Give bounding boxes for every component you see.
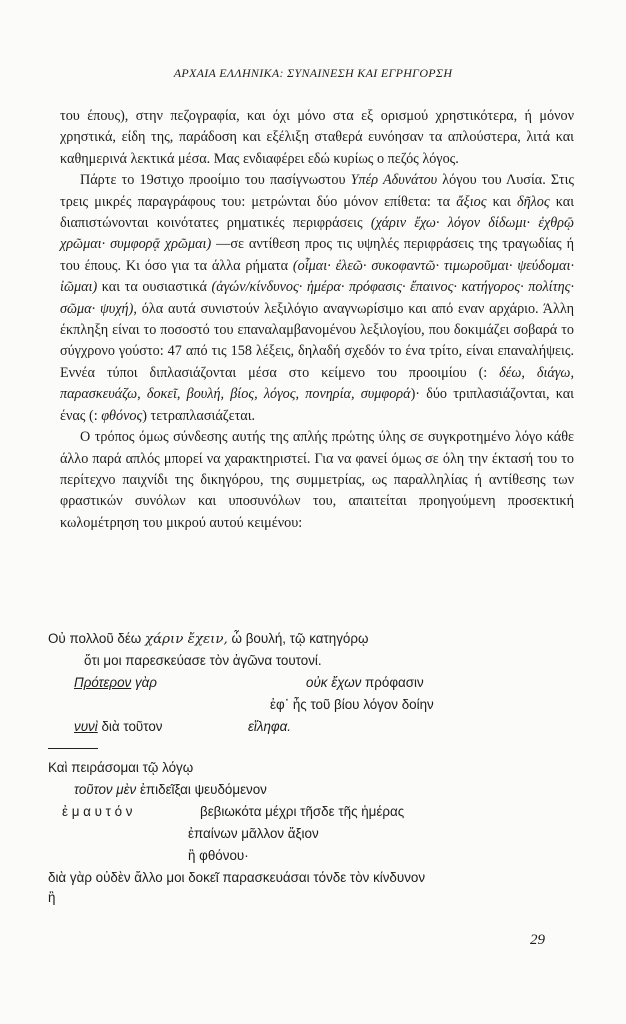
text-run: Ο τρόπος όμως σύνδεσης αυτής της απλής πρώτης ύλης σε συγκροτημένο λόγο κάθε άλλο παρά απλός μπορεί να χαρακτηριστεί. Για να φανεί όμως σε όλη την έκτασή του το περίτεχνο παιχνίδι της δικηγόρου, της συμμετρίας, ως παραλληλίας ή αντίθεσης των φραστικών συνόλων και υποσυνόλων του, απαιτείται προηγούμενη προσεκτική κωλομέτρηση του μικρού αυτού κειμένου:: [60, 429, 574, 531]
quote-line-10: ἢ φθόνου·: [188, 848, 249, 863]
quote-line-3b: οὐκ ἔχων πρόφασιν: [306, 675, 424, 690]
text-run: )· δύο τριπλασιάζονται, και ένας (:: [60, 386, 574, 424]
quote-line-8b: βεβιωκότα μέχρι τῆσδε τῆς ἡμέρας: [200, 804, 405, 819]
text-run: και: [486, 193, 517, 210]
quote-line-5b: εἴληφα.: [248, 719, 291, 734]
text-run: και διαπιστώνονται κοινότατες ρηματικές περιφράσεις: [60, 193, 575, 232]
quote-line-5: νυνὶ διὰ τοῦτον: [74, 719, 163, 734]
italic-term: (ἀγών/κίνδυνος· ἡμέρα· πρόφασις· ἔπαινος· κατήγορος· πολίτης· σῶμα· ψυχή): [60, 279, 574, 317]
italic-term: δέω, διάγω, παρασκευάζω, δοκεῖ, βουλή, βίος, λόγος, πονηρία, συμφορά: [60, 364, 574, 403]
quote-line-8a: ἐ μ α υ τ ό ν: [62, 804, 133, 819]
quote-line-2: ὅτι μοι παρεσκεύασε τὸν ἀγῶνα τουτονί.: [84, 653, 322, 668]
text-run: λόγου του Λυσία. Στις τρεις μικρές παραγράφους του: μετρώνται δύο μόνον επίθετα: τα: [60, 172, 575, 210]
italic-term: (οἶμαι· ἐλεῶ· συκοφαντῶ· τιμωροῦμαι· ψεύδομαι· ἰῶμαι): [60, 257, 574, 296]
quote-line-7: τοῦτον μὲν ἐπιδεῖξαι ψευδόμενον: [74, 782, 267, 797]
quote-line-9: ἐπαίνων μᾶλλον ἄξιον: [188, 826, 319, 841]
text-run: Πάρτε το 19στιχο προοίμιο του πασίγνωστου: [80, 172, 351, 189]
text-run: και τα ουσιαστικά: [97, 279, 212, 296]
italic-term: φθόνος: [101, 407, 143, 424]
quote-line-6: Καὶ πειράσομαι τῷ λόγῳ: [48, 760, 194, 775]
quote-line-1: Οὐ πολλοῦ δέω χάριν ἔχειν, ὦ βουλή, τῷ κατηγόρῳ: [48, 631, 369, 647]
separator-rule: [48, 748, 98, 749]
page-number: 29: [530, 932, 545, 948]
running-header: ΑΡΧΑΙΑ ΕΛΛΗΝΙΚΑ: ΣΥΝΑΙΝΕΣΗ ΚΑΙ ΕΓΡΗΓΟΡΣΗ: [173, 66, 453, 80]
body-text: [60, 106, 574, 534]
paragraph-3: [60, 427, 574, 534]
italic-term: ἄξιος: [456, 193, 487, 210]
text-run: , όλα αυτά συνιστούν λεξιλόγιο αναγνωρίσιμο και από εναν αρχάριο. Άλλη έκπληξη είναι το ποσοστό του επαναλαμβανομένου λεξιλογίου, που δοκιμάζει σοβαρά το σύγχρονο γούστο: 47 από τις 158 λέξεις, δηλαδή σχεδόν το ένα τρίτο, είναι επαναλήψεις. Εννέα τύποι διπλασιάζονται μέσα στο κείμενο του προοιμίου (:: [60, 300, 574, 381]
quote-line-3: Πρότερον γὰρ: [74, 675, 157, 690]
paragraph-1: [60, 106, 574, 170]
text-run: του έπους), στην πεζογραφία, και όχι μόνο στα εξ ορισμού χρηστικότερα, ή μόνον χρηστικά, είδη της, παράδοση και εξέλιξη σταθερά ευνόησαν τα απλούστερα, λιτά και καθημερινά λεκτικά μέσα. Μας ενδιαφέρει εδώ κυρίως ο πεζός λόγος.: [60, 108, 574, 167]
italic-term: (χάριν ἔχω· λόγον δίδωμι· ἐχθρῷ χρῶμαι· συμφορᾷ χρῶμαι): [60, 215, 574, 253]
text-run: —σε αντίθεση προς τις υψηλές περιφράσεις της τραγωδίας ή του έπους. Κι όσο για τα άλλα ρήματα: [60, 236, 574, 274]
quote-line-4: ἐφ᾽ ἧς τοῦ βίου λόγον δοίην: [270, 697, 434, 712]
paragraph-2: [60, 170, 574, 427]
text-run: ) τετραπλασιάζεται.: [142, 407, 256, 424]
quote-line-12: ἢ: [48, 890, 56, 905]
italic-term: δῆλος: [517, 193, 550, 210]
quote-line-11: διὰ γὰρ οὐδὲν ἄλλο μοι δοκεῖ παρασκευάσαι τόνδε τὸν κίνδυνον: [48, 870, 426, 885]
italic-term: Υπέρ Αδυνάτου: [350, 172, 438, 189]
